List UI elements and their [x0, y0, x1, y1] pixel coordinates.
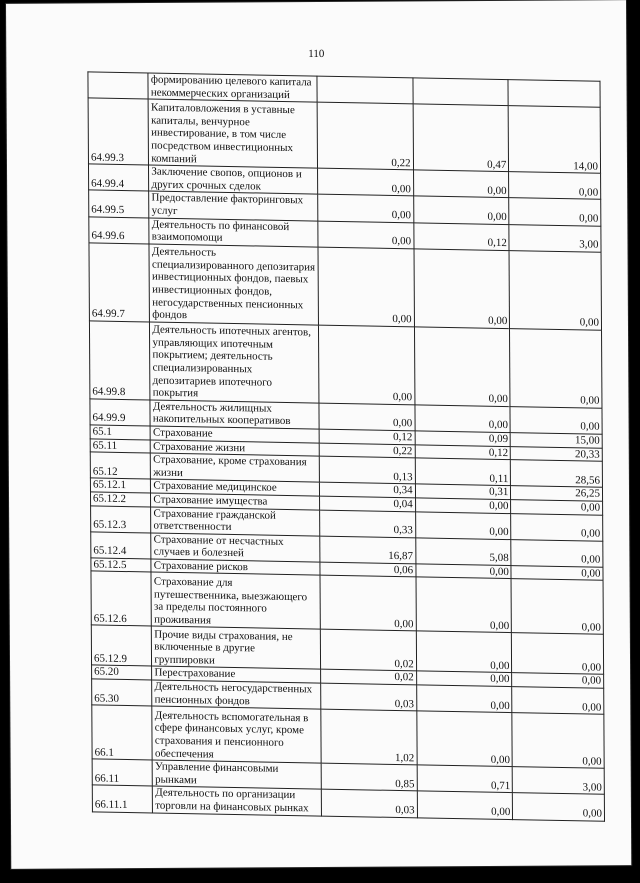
value-col-2: 0,00: [414, 249, 510, 329]
activity-name: Страхование для путешественника, выезжающего за пределы постоянного проживания: [151, 572, 320, 629]
value-col-2: 0,12: [415, 444, 511, 459]
value-col-3: 15,00: [511, 433, 603, 448]
financial-table: [87, 71, 605, 821]
okved-code: 64.99.9: [90, 399, 151, 426]
value-col-2: 0,00: [417, 791, 513, 819]
okved-code: 65.12: [90, 452, 151, 479]
activity-name: Деятельность ипотечных агентов, управляющих ипотечным покрытием; деятельность специализированных депозитариев ипотечного покрытия: [150, 322, 319, 403]
value-col-3: [508, 80, 600, 108]
value-col-1: 0,00: [318, 194, 414, 222]
value-col-2: 0,00: [413, 170, 509, 198]
value-col-1: 0,04: [319, 496, 415, 511]
value-col-3: 0,00: [511, 513, 603, 541]
value-col-1: 1,02: [321, 709, 417, 765]
value-col-1: 0,85: [321, 763, 417, 791]
value-col-2: 0,71: [417, 765, 513, 793]
activity-name: Страхование от несчастных случаев и болезней: [151, 533, 320, 562]
value-col-3: 0,00: [512, 673, 604, 688]
value-col-3: 20,33: [511, 446, 603, 461]
activity-name: Страхование имущества: [151, 493, 320, 510]
value-col-1: 0,00: [320, 576, 416, 632]
value-col-2: 0,00: [416, 671, 512, 686]
value-col-2: 0,00: [416, 564, 512, 579]
page-number: 110: [308, 47, 325, 61]
value-col-1: 0,12: [319, 429, 415, 444]
activity-name: Деятельность жилищных накопительных кооперативов: [150, 400, 319, 429]
value-col-2: 0,31: [415, 484, 511, 499]
okved-code: 64.99.4: [88, 164, 149, 191]
okved-code: 65.12.1: [90, 478, 150, 493]
value-col-1: 0,00: [319, 403, 415, 431]
value-col-3: 28,56: [511, 460, 603, 488]
okved-code: 64.99.7: [89, 243, 150, 322]
table-row: [89, 243, 602, 330]
okved-code: 65.1: [90, 425, 150, 440]
activity-name: Страхование гражданской ответственности: [151, 507, 320, 536]
value-col-3: 0,00: [512, 633, 604, 675]
value-col-3: 0,00: [509, 250, 601, 330]
activity-name: Предоставление факторинговых услуг: [149, 191, 318, 220]
value-col-2: 0,09: [415, 431, 511, 446]
value-col-3: 0,00: [511, 579, 603, 635]
activity-name: Заключение свопов, опционов и других срочных сделок: [149, 165, 318, 194]
table-row: [92, 705, 604, 768]
value-col-1: 0,13: [319, 456, 415, 484]
okved-code: 65.12.4: [91, 532, 152, 559]
value-col-1: [317, 76, 413, 104]
value-col-1: 0,22: [319, 443, 415, 458]
okved-code: 66.1: [92, 705, 153, 760]
value-col-2: 0,47: [413, 104, 509, 172]
activity-name: Деятельность по финансовой взаимопомощи: [149, 218, 318, 247]
activity-name: Деятельность по организации торговли на финансовых рынках: [153, 786, 322, 815]
value-col-1: 0,02: [320, 670, 416, 685]
table-row: [89, 321, 602, 408]
value-col-2: 0,12: [414, 222, 510, 250]
document-page: [6, 0, 631, 869]
value-col-2: 5,08: [415, 538, 511, 566]
value-col-3: 0,00: [512, 713, 604, 769]
okved-code: 65.11: [90, 438, 150, 453]
activity-name: Деятельность негосударственных пенсионных фондов: [152, 680, 321, 709]
value-col-1: 0,00: [318, 325, 414, 405]
okved-code: [88, 72, 149, 99]
value-col-2: 0,00: [416, 711, 512, 767]
value-col-3: 14,00: [509, 106, 601, 174]
activity-name: Страхование жизни: [151, 440, 320, 457]
table-row: [88, 98, 600, 173]
value-col-1: 0,02: [320, 630, 416, 672]
value-col-3: 0,00: [511, 500, 603, 515]
value-col-3: 0,00: [510, 328, 602, 408]
value-col-2: 0,11: [415, 458, 511, 486]
value-col-3: 0,00: [509, 172, 601, 200]
value-col-3: 0,00: [509, 198, 601, 226]
value-col-1: 0,06: [320, 562, 416, 577]
value-col-3: 0,00: [511, 539, 603, 567]
okved-code: 65.12.3: [91, 505, 152, 532]
value-col-1: 0,00: [317, 168, 413, 196]
value-col-1: 16,87: [320, 536, 416, 564]
okved-code: 64.99.5: [89, 190, 150, 217]
value-col-3: 26,25: [511, 486, 603, 501]
value-col-1: 0,00: [318, 247, 414, 327]
value-col-3: 0,00: [513, 793, 605, 821]
value-col-3: 3,00: [509, 224, 601, 252]
value-col-1: 0,33: [320, 510, 416, 538]
activity-name: Страхование рисков: [151, 559, 320, 576]
activity-name: формированию целевого капитала некоммерческих организаций: [148, 73, 317, 102]
value-col-3: 3,00: [513, 767, 605, 795]
okved-code: 64.99.6: [89, 216, 150, 243]
value-col-2: 0,00: [415, 498, 511, 513]
value-col-3: 0,00: [511, 565, 603, 580]
activity-name: Деятельность вспомогательная в сфере финансовых услуг, кроме страхования и пенсионного обеспечения: [152, 706, 321, 763]
value-col-2: 0,00: [414, 327, 510, 407]
okved-code: 64.99.8: [89, 321, 150, 400]
value-col-1: 0,22: [317, 102, 413, 170]
value-col-2: 0,00: [416, 631, 512, 673]
activity-name: Страхование медицинское: [151, 479, 320, 496]
okved-code: 64.99.3: [88, 98, 149, 165]
okved-code: 65.30: [92, 679, 153, 706]
table-row: [91, 571, 603, 634]
okved-code: 65.12.2: [90, 492, 150, 507]
value-col-2: 0,00: [416, 577, 512, 633]
value-col-2: 0,00: [416, 685, 512, 713]
okved-code: 65.12.9: [91, 625, 152, 666]
value-col-1: 0,34: [319, 482, 415, 497]
activity-name: Страхование, кроме страхования жизни: [151, 453, 320, 482]
value-col-1: 0,00: [318, 221, 414, 249]
value-col-3: 0,00: [512, 687, 604, 715]
activity-name: Управление финансовыми рынками: [152, 760, 321, 789]
okved-code: 65.20: [92, 665, 152, 680]
okved-code: 66.11.1: [92, 785, 153, 812]
okved-code: 65.12.5: [91, 558, 151, 573]
value-col-2: [413, 78, 509, 106]
value-col-3: 0,00: [510, 406, 602, 434]
value-col-1: 0,03: [321, 790, 417, 818]
value-col-2: 0,00: [415, 511, 511, 539]
activity-name: Страхование: [150, 426, 319, 443]
okved-code: 66.11: [92, 759, 153, 786]
value-col-1: 0,03: [321, 683, 417, 711]
value-col-2: 0,00: [413, 196, 509, 224]
activity-name: Капиталовложения в уставные капиталы, венчурное инвестирование, в том числе посредством инвестиционных компаний: [148, 99, 317, 168]
okved-code: 65.12.6: [91, 571, 152, 626]
value-col-2: 0,00: [415, 405, 511, 433]
activity-name: Перестрахование: [152, 666, 321, 683]
activity-name: Деятельность специализированного депозитария инвестиционных фондов, паевых инвестиционных фондов, негосударственных пенсионных фондов: [149, 244, 318, 325]
activity-name: Прочие виды страхования, не включенные в другие группировки: [152, 626, 321, 669]
